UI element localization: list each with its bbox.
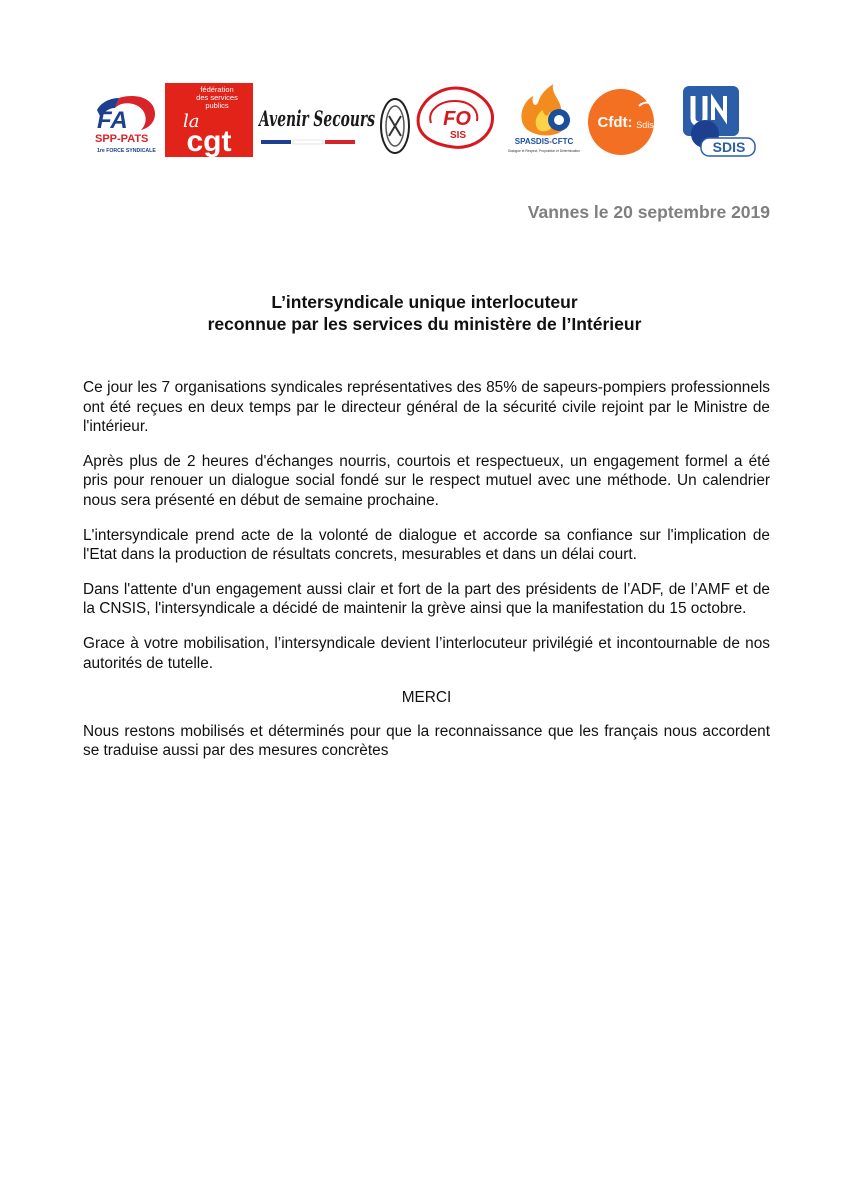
union-logos-band: [85, 78, 765, 162]
merci-line: MERCI: [401, 689, 452, 707]
fa-logo-line1: SPP-PATS: [95, 133, 149, 145]
fa-logo-icon: [89, 92, 161, 158]
unsa-sdis-logo-icon: [675, 84, 759, 160]
avenir-secours-text: Avenir Secours: [257, 106, 376, 131]
round-seal-logo-icon: [377, 96, 413, 156]
cgt-logo-icon: [165, 83, 253, 157]
title-line-2: reconnue par les services du ministère de l’Intérieur: [207, 314, 642, 334]
title-line-1: L’intersyndicale unique interlocuteur: [271, 292, 578, 312]
cgt-logo-line1: fédération: [200, 85, 234, 94]
paragraph-2: Après plus de 2 heures d'échanges nourris, courtois et respectueux, un engagement formel a été pris pour renouer un dialogue social fondé sur le respect mutuel avec une méthode. Un calendrier nous sera présenté en début de semaine prochaine.: [83, 452, 770, 509]
cgt-logo-script: la: [183, 111, 200, 132]
cfdt-logo-text: Cfdt:: [597, 114, 633, 131]
cgt-logo-line3: publics: [205, 101, 229, 110]
cgt-logo-line2: des services: [196, 93, 238, 102]
cgt-logo-text: cgt: [186, 125, 232, 158]
spasdis-cftc-logo-text: SPASDIS-CFTC: [514, 137, 574, 146]
paragraph-4: Dans l'attente d'un engagement aussi clair et fort de la part des présidents de l’ADF, de l’AMF et de la CNSIS, l'intersyndicale a décidé de maintenir la grève ainsi que la manifestation du 15 octobre.: [83, 580, 770, 618]
fa-logo-line2: 1re FORCE SYNDICALE: [97, 148, 156, 154]
fo-sis-logo-icon: [411, 83, 501, 155]
document-body: [83, 378, 770, 776]
closing-paragraph: Nous restons mobilisés et déterminés pour que la reconnaissance que les français nous accordent se traduise aussi par des mesures concrètes: [83, 722, 770, 760]
cfdt-logo-sub: Sdis: [636, 120, 654, 130]
fo-sis-logo-sub: SIS: [449, 130, 467, 141]
document-title: [0, 291, 849, 335]
cfdt-logo-icon: [585, 86, 665, 156]
paragraph-3: L'intersyndicale prend acte de la volonté de dialogue et accorde sa confiance sur l'implication de l'Etat dans la production de résultats concrets, mesurables et dans un délai court.: [83, 526, 770, 564]
avenir-secours-logo-icon: [257, 96, 379, 154]
paragraph-5: Grace à votre mobilisation, l’intersyndicale devient l’interlocuteur privilégié et incontournable de nos autorités de tutelle.: [83, 634, 770, 672]
unsa-sdis-logo-text: SDIS: [712, 139, 746, 155]
paragraph-1: Ce jour les 7 organisations syndicales représentatives des 85% de sapeurs-pompiers professionnels ont été reçues en deux temps par le directeur général de la sécurité civile rejoint par le Ministre de l'intérieur.: [83, 379, 770, 436]
spasdis-cftc-logo-icon: [503, 82, 585, 158]
spasdis-cftc-logo-sub: Dialogue et Respect, Proposition et Détermination: [508, 149, 580, 153]
document-date: Vannes le 20 septembre 2019: [527, 202, 770, 222]
fo-sis-logo-text: FO: [443, 108, 471, 130]
fa-logo-text: FA: [97, 107, 128, 134]
